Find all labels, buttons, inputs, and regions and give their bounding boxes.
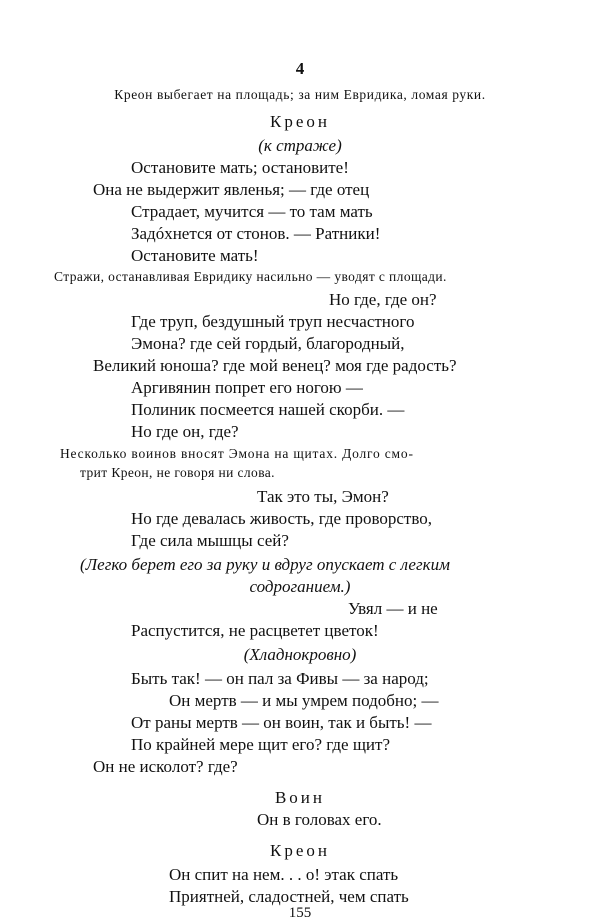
stage-direction-italic: (Легко берет его за руку и вдруг опускает с легким (80, 555, 450, 574)
stage-direction: Стражи, останавливая Евридику насильно — уводят с площади. (54, 269, 447, 284)
verse-line: Где сила мышцы сей? (131, 531, 289, 550)
verse-line: Аргивянин попрет его ногою — (131, 378, 363, 397)
stage-direction: Несколько воинов вносят Эмона на щитах. Долго смо- (60, 446, 414, 461)
verse-line: По крайней мере щит его? где щит? (131, 735, 391, 754)
stage-direction-italic: (к страже) (258, 136, 342, 155)
verse-line: Но где девалась живость, где проворство, (131, 509, 432, 528)
speaker-name: Воин (274, 788, 326, 807)
verse-line: Остановите мать; остановите! (131, 158, 349, 177)
verse-line: Быть так! — он пал за Фивы — за народ; (131, 669, 429, 688)
verse-line: Он в головах его. (257, 810, 382, 829)
verse-line: Где труп, бездушный труп несчастного (131, 312, 415, 331)
verse-line: От раны мертв — он воин, так и быть! — (131, 713, 432, 732)
verse-line: Но где он, где? (131, 422, 239, 441)
verse-line: Он мертв — и мы умрем подобно; — (169, 691, 439, 710)
stage-direction: трит Креон, не говоря ни слова. (80, 465, 275, 480)
verse-line: Увял — и не (348, 599, 438, 618)
verse-line: Остановите мать! (131, 246, 259, 265)
verse-line: Но где, где он? (329, 290, 437, 309)
verse-line: Полиник посмеется нашей скорби. — (131, 400, 405, 419)
verse-line: Он спит на нем. . . о! этак спать (169, 865, 399, 884)
verse-line: Она не выдержит явленья; — где отец (93, 180, 370, 199)
verse-line: Задóхнется от стонов. — Ратники! (131, 224, 381, 243)
speaker-name: Креон (270, 112, 330, 131)
verse-line: Он не исколот? где? (93, 757, 238, 776)
verse-line: Распустится, не расцветет цветок! (131, 621, 379, 640)
verse-line: Эмона? где сей гордый, благородный, (131, 334, 405, 353)
stage-direction-italic: (Хладнокровно) (243, 645, 357, 664)
stage-direction-italic: содроганием.) (249, 577, 351, 596)
verse-line: Страдает, мучится — то там мать (131, 202, 373, 221)
verse-line: Приятней, сладостней, чем спать (169, 887, 409, 906)
page-number: 155 (288, 905, 312, 921)
stage-direction: Креон выбегает на площадь; за ним Евридика, ломая руки. (114, 87, 486, 102)
scene-number: 4 (295, 59, 305, 78)
speaker-name: Креон (270, 841, 330, 860)
verse-line: Великий юноша? где мой венец? моя где радость? (93, 356, 457, 375)
verse-line: Так это ты, Эмон? (257, 487, 389, 506)
